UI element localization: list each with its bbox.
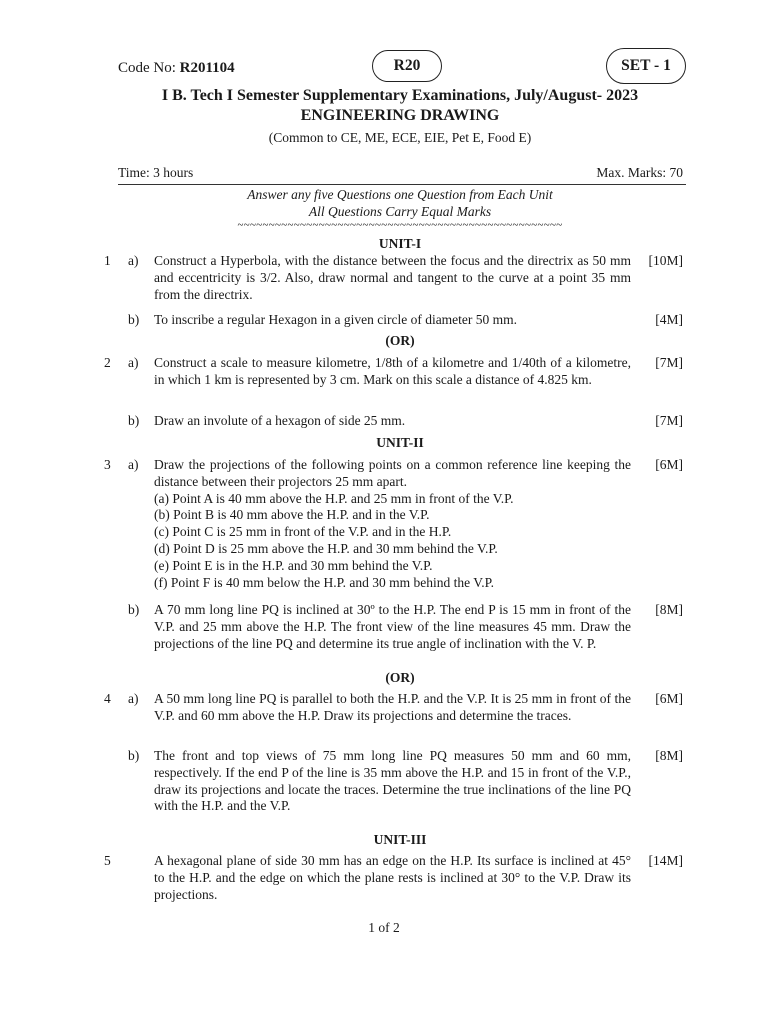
instruction-line: Answer any five Questions one Question from Each Unit <box>247 187 553 202</box>
question-marks: [14M] <box>648 853 683 868</box>
question-marks: [6M] <box>655 457 683 472</box>
question-part-label: b) <box>128 748 140 763</box>
question-part-label: a) <box>128 355 139 370</box>
question-text: A hexagonal plane of side 30 mm has an edge on the H.P. Its surface is inclined at 45° to the H.P. and the edge on which the plane rests is inclined at 30° to the V.P. Draw its projections. <box>154 853 631 902</box>
question-marks: [8M] <box>655 748 683 763</box>
question-part-label: a) <box>128 691 139 706</box>
or-separator: (OR) <box>385 670 415 685</box>
point-item: (b) Point B is 40 mm above the H.P. and in the V.P. <box>154 507 430 523</box>
point-item: (f) Point F is 40 mm below the H.P. and 30 mm behind the V.P. <box>154 574 495 590</box>
question-marks: [10M] <box>648 253 683 268</box>
separator-line: ~~~~~~~~~~~~~~~~~~~~~~~~~~~~~~~~~~~~~~~~~~~~~~~~~~~~ <box>237 219 563 231</box>
question-text: To inscribe a regular Hexagon in a given circle of diameter 50 mm. <box>154 312 518 327</box>
point-item: (e) Point E is in the H.P. and 30 mm behind the V.P. <box>154 557 433 573</box>
common-to: (Common to CE, ME, ECE, EIE, Pet E, Food E) <box>268 130 532 145</box>
question-text: A 50 mm long line PQ is parallel to both the H.P. and the V.P. It is 25 mm in front of the V.P. and 60 mm above the H.P. Draw its projections and determine the traces. <box>154 691 631 723</box>
code-value: R201104 <box>179 60 235 76</box>
question-marks: [7M] <box>655 355 683 370</box>
question-marks: [8M] <box>655 602 683 617</box>
question-part-label: b) <box>128 602 140 617</box>
subject-title: ENGINEERING DRAWING <box>300 107 500 124</box>
instructions <box>100 186 700 220</box>
question-number: 1 <box>104 253 111 268</box>
page-number: 1 of 2 <box>368 920 400 935</box>
code-label: Code No: <box>118 60 180 76</box>
exam-title: I B. Tech I Semester Supplementary Examinations, July/August- 2023 <box>161 87 639 104</box>
question-text: A 70 mm long line PQ is inclined at 30º to the H.P. The end P is 15 mm in front of the V.P. and 25 mm above the H.P. The front view of the line measures 45 mm. Draw the projections of the line PQ and determine its true angle of inclination with the V. P. <box>154 602 631 651</box>
code-number <box>118 60 235 77</box>
question-text: The front and top views of 75 mm long line PQ measures 50 mm and 60 mm, respectively. If the end P of the line is 35 mm above the H.P. and 15 in front of the V.P., draw its projections and locate the traces. Determine the true inclinations of the line PQ with the H.P. and the V.P. <box>154 748 631 814</box>
set-badge: SET - 1 <box>606 48 686 84</box>
point-item: (d) Point D is 25 mm above the H.P. and 30 mm behind the V.P. <box>154 540 498 556</box>
question-number: 5 <box>104 853 111 868</box>
max-marks-label: Max. Marks: 70 <box>596 165 683 180</box>
question-marks: [4M] <box>655 312 683 327</box>
question-part-label: b) <box>128 413 140 428</box>
question-number: 4 <box>104 691 111 706</box>
question-number: 2 <box>104 355 111 370</box>
unit-heading: UNIT-I <box>378 236 422 251</box>
question-marks: [6M] <box>655 691 683 706</box>
unit-heading: UNIT-II <box>376 435 424 450</box>
time-label: Time: 3 hours <box>118 165 194 180</box>
question-number: 3 <box>104 457 111 472</box>
question-marks: [7M] <box>655 413 683 428</box>
regulation-badge: R20 <box>372 50 442 82</box>
point-item: (a) Point A is 40 mm above the H.P. and 25 mm in front of the V.P. <box>154 490 514 506</box>
question-text: Draw an involute of a hexagon of side 25 mm. <box>154 413 406 428</box>
question-part-label: a) <box>128 457 139 472</box>
or-separator: (OR) <box>385 333 415 348</box>
question-part-label: b) <box>128 312 140 327</box>
point-item: (c) Point C is 25 mm in front of the V.P. and in the H.P. <box>154 524 452 540</box>
question-text: Construct a scale to measure kilometre, 1/8th of a kilometre and 1/40th of a kilometre, in which 1 km is represented by 3 cm. Mark on this scale a distance of 4.825 km. <box>154 355 631 387</box>
question-part-label: a) <box>128 253 139 268</box>
unit-heading: UNIT-III <box>373 832 427 847</box>
header-divider <box>118 184 686 185</box>
instruction-line: All Questions Carry Equal Marks <box>308 204 492 219</box>
question-text <box>154 457 631 591</box>
question-intro: Draw the projections of the following points on a common reference line keeping the distance between their projectors 25 mm apart. <box>154 457 631 489</box>
question-text: Construct a Hyperbola, with the distance between the focus and the directrix as 50 mm and eccentricity is 3/2. Also, draw normal and tangent to the curve at a point 35 mm from the directrix. <box>154 253 631 302</box>
